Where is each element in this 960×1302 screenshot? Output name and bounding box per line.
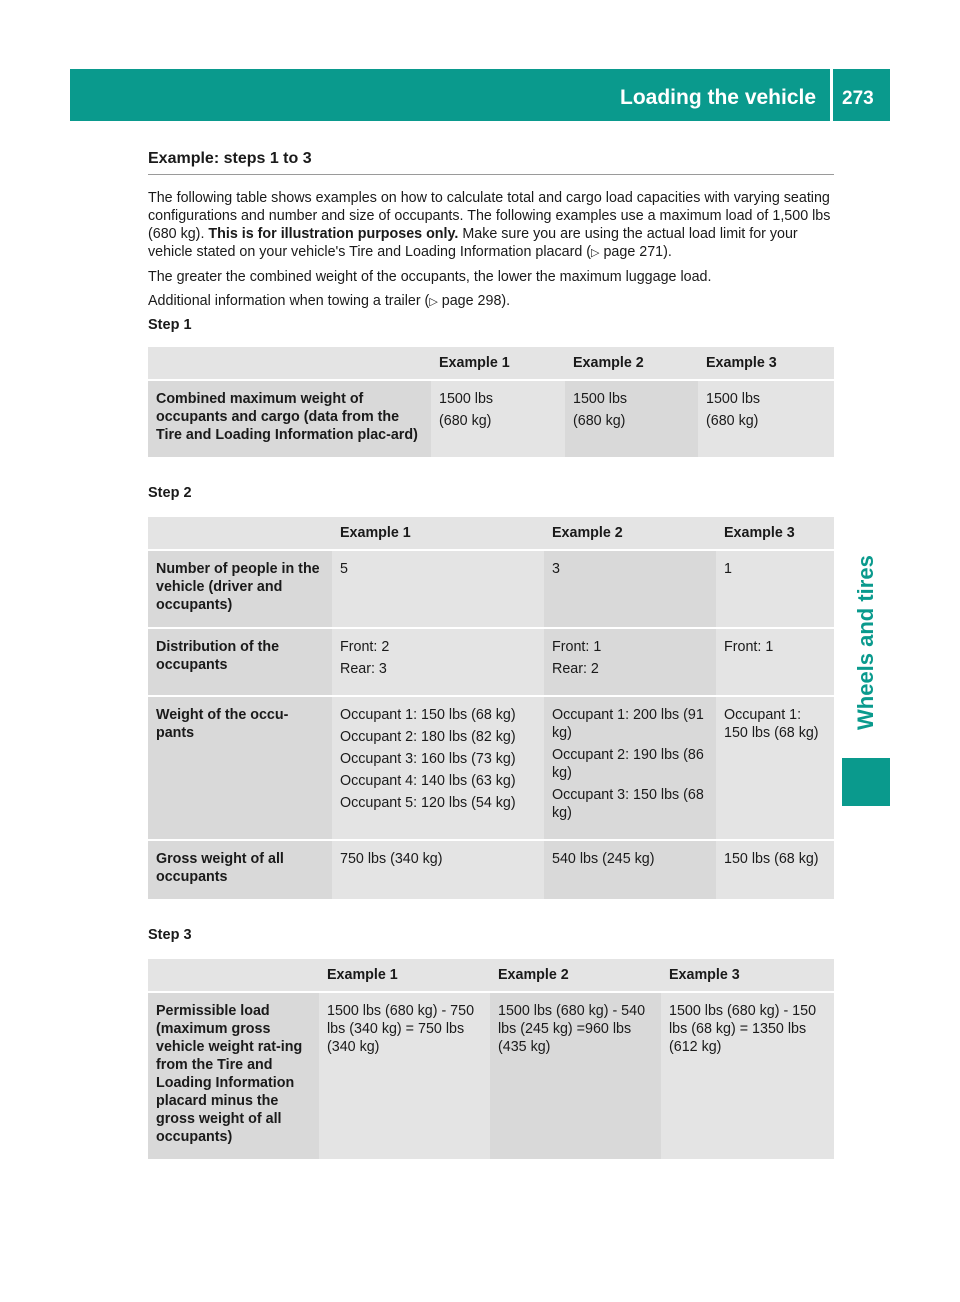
table-cell xyxy=(716,550,834,628)
cell-line: (680 kg) xyxy=(706,413,759,429)
cell-line: Occupant 1: 150 lbs (68 kg) xyxy=(340,707,516,723)
cell-line: 150 lbs (68 kg) xyxy=(724,851,819,867)
cell-line: 1500 lbs xyxy=(573,391,628,407)
table-header-example-2: Example 2 xyxy=(565,347,698,380)
cell-line: Occupant 3: 160 lbs (73 kg) xyxy=(340,751,516,767)
page-271-link[interactable]: page 271). xyxy=(603,244,672,260)
side-tab-label: Wheels and tires xyxy=(853,555,878,730)
section-title: Example: steps 1 to 3 xyxy=(148,150,834,175)
table-cell xyxy=(716,696,834,840)
intro-paragraph-1: The following table shows examples on how to calculate total and cargo load capacities with varying seating configurations and number and size of occupants. The following examples use a maximum load of 1,500 lbs (680 kg). This is for illustration purposes only. Make sure you are using the actual load limit for your vehicle stated on your vehicle's Tire and Loading Information placard (▷ page 271). xyxy=(148,190,831,260)
step-3-table xyxy=(148,959,834,1161)
cell-line: Occupant 4: 140 lbs (63 kg) xyxy=(340,773,516,789)
cell-line: 540 lbs (245 kg) xyxy=(552,851,655,867)
page-content xyxy=(148,150,834,1161)
table-row xyxy=(148,550,834,628)
side-tab-marker xyxy=(842,758,890,806)
cell-line: 750 lbs (340 kg) xyxy=(340,851,443,867)
table-header-example-2: Example 2 xyxy=(490,959,661,992)
intro-text xyxy=(148,189,834,311)
cell-line: (680 kg) xyxy=(439,413,492,429)
table-cell xyxy=(565,380,698,458)
table-cell xyxy=(332,628,544,696)
table-cell xyxy=(716,840,834,900)
cell-line: 1500 lbs xyxy=(706,391,761,407)
cell-line: 1500 lbs (680 kg) - 750 lbs (340 kg) = 750 lbs (340 kg) xyxy=(327,1003,475,1055)
cell-line: (680 kg) xyxy=(573,413,626,429)
cell-line: 1500 lbs xyxy=(439,391,494,407)
step-2-table xyxy=(148,517,834,901)
table-cell xyxy=(332,696,544,840)
page-number: 273 xyxy=(842,88,874,109)
page-reference-icon: ▷ xyxy=(429,296,438,308)
cell-line: 1 xyxy=(724,561,732,577)
cell-line: 1500 lbs (680 kg) - 150 lbs (68 kg) = 1350 lbs (612 kg) xyxy=(669,1003,817,1055)
cell-line: 3 xyxy=(552,561,560,577)
table-header-example-1: Example 1 xyxy=(319,959,490,992)
cell-line: 5 xyxy=(340,561,348,577)
cell-line: Rear: 3 xyxy=(340,661,387,677)
chapter-header-bar xyxy=(70,69,890,121)
chapter-title: Loading the vehicle xyxy=(620,86,817,109)
table-header-example-3: Example 3 xyxy=(716,517,834,550)
table-row xyxy=(148,840,834,900)
cell-line: Occupant 1: 150 lbs (68 kg) xyxy=(724,707,819,741)
table-header-example-3: Example 3 xyxy=(661,959,834,992)
table-cell xyxy=(716,628,834,696)
table-header-blank xyxy=(148,517,332,550)
table-row xyxy=(148,628,834,696)
table-cell xyxy=(431,380,565,458)
row-label: Distribution of the occupants xyxy=(148,628,332,696)
intro-paragraph-3: Additional information when towing a trailer (▷ page 298). xyxy=(148,293,511,309)
step-1-label: Step 1 xyxy=(148,317,192,333)
table-cell xyxy=(544,628,716,696)
cell-line: Front: 1 xyxy=(724,639,774,655)
table-header-example-3: Example 3 xyxy=(698,347,834,380)
table-cell xyxy=(544,550,716,628)
table-cell xyxy=(661,992,834,1160)
table-header-example-1: Example 1 xyxy=(431,347,565,380)
cell-line: Occupant 1: 200 lbs (91 kg) xyxy=(552,707,704,741)
table-header-blank xyxy=(148,959,319,992)
row-label: Permissible load (maximum gross vehicle weight rat-ing from the Tire and Loading Information placard minus the gross weight of all occupants) xyxy=(148,992,319,1160)
cell-line: Front: 2 xyxy=(340,639,390,655)
table-header-blank xyxy=(148,347,431,380)
step-1-table xyxy=(148,347,834,459)
table-cell xyxy=(332,840,544,900)
page-reference-icon: ▷ xyxy=(591,247,600,259)
step-3-label: Step 3 xyxy=(148,927,192,943)
cell-line: 1500 lbs (680 kg) - 540 lbs (245 kg) =960 lbs (435 kg) xyxy=(498,1003,646,1055)
table-row xyxy=(148,380,834,458)
cell-line: Rear: 2 xyxy=(552,661,599,677)
cell-line: Occupant 3: 150 lbs (68 kg) xyxy=(552,787,704,821)
header-divider xyxy=(830,69,833,121)
table-cell xyxy=(698,380,834,458)
table-cell xyxy=(490,992,661,1160)
cell-line: Front: 1 xyxy=(552,639,602,655)
table-cell xyxy=(544,840,716,900)
table-row xyxy=(148,696,834,840)
table-row xyxy=(148,992,834,1160)
step-2-label: Step 2 xyxy=(148,485,192,501)
page-298-link[interactable]: page 298). xyxy=(441,293,511,309)
table-header-example-1: Example 1 xyxy=(332,517,544,550)
cell-line: Occupant 5: 120 lbs (54 kg) xyxy=(340,795,516,811)
cell-line: Occupant 2: 180 lbs (82 kg) xyxy=(340,729,516,745)
row-label: Gross weight of all occupants xyxy=(148,840,332,900)
section-side-tab xyxy=(842,550,890,730)
row-label: Weight of the occu-pants xyxy=(148,696,332,840)
cell-line: Occupant 2: 190 lbs (86 kg) xyxy=(552,747,704,781)
table-cell xyxy=(319,992,490,1160)
intro-paragraph-2: The greater the combined weight of the occupants, the lower the maximum luggage load. xyxy=(148,269,712,285)
row-label: Number of people in the vehicle (driver and occupants) xyxy=(148,550,332,628)
table-cell xyxy=(332,550,544,628)
table-header-example-2: Example 2 xyxy=(544,517,716,550)
table-cell xyxy=(544,696,716,840)
row-label: Combined maximum weight of occupants and cargo (data from the Tire and Loading Information plac-ard) xyxy=(148,380,431,458)
